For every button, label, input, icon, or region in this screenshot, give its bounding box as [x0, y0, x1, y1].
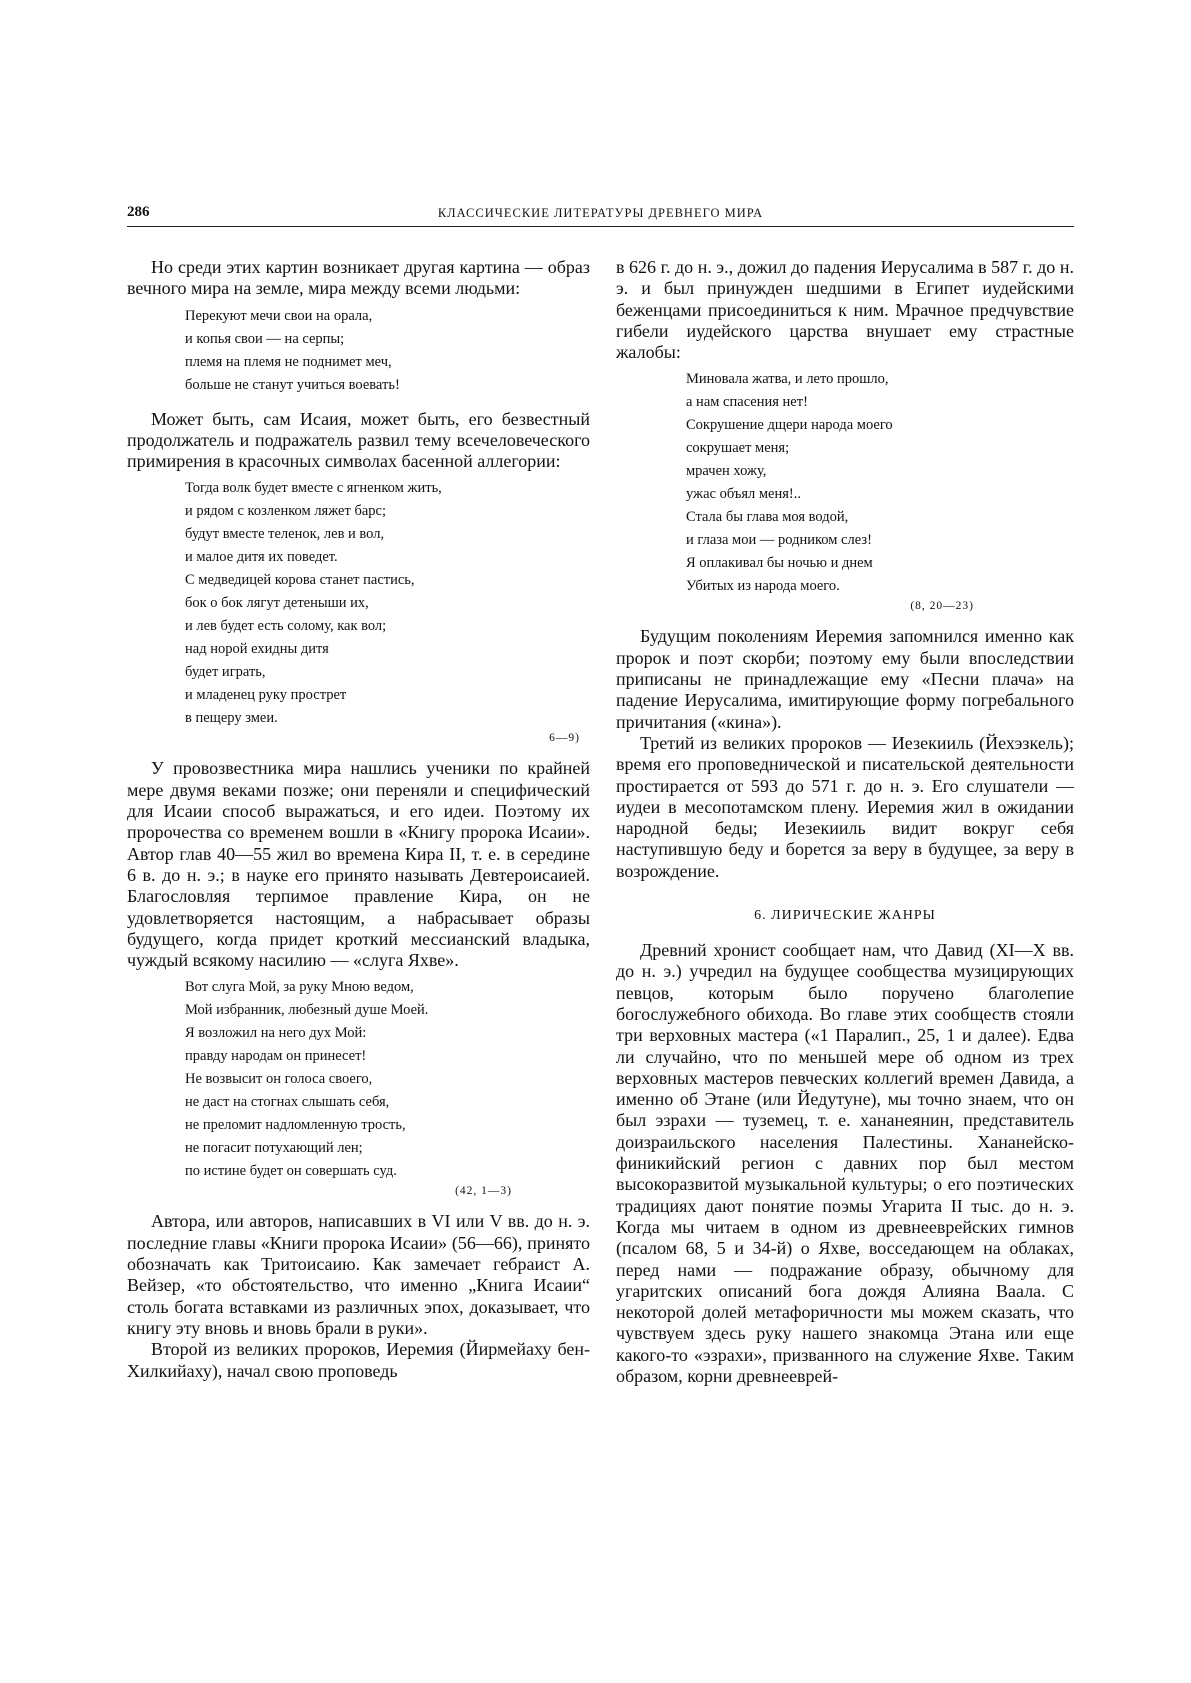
right-column — [616, 257, 1074, 1387]
verse-line: племя на племя не поднимет меч, — [185, 353, 392, 370]
section-heading: 6. ЛИРИЧЕСКИЕ ЖАНРЫ — [754, 908, 936, 924]
verse-line: Я оплакивал бы ночью и днем — [686, 555, 873, 572]
paragraph: Но среди этих картин возникает другая картина — образ вечного мира на земле, мира между всеми людьми: — [127, 257, 590, 299]
verse-block — [185, 976, 590, 1199]
paragraph: Может быть, сам Исаия, может быть, его безвестный продолжатель и подражатель развил тему всечеловеческого примирения в красочных символах басенной аллегории: — [127, 408, 590, 472]
verse-line: не погасит потухающий лен; — [185, 1140, 363, 1157]
verse-line: ужас объял меня!.. — [686, 486, 801, 503]
verse-line: правду народам он принесет! — [185, 1048, 367, 1065]
verse-line: сокрушает меня; — [686, 440, 790, 457]
paragraph: Автора, или авторов, написавших в VI или V вв. до н. э. последние главы «Книги пророка Исаии» (56—66), принято обозначать как Тритоисаию. Как замечает гебраист А. Вейзер, «то обстоятельство, что именно „Книга Исаии“ столь богата вставками из различных эпох, доказывает, что книгу эту вновь и вновь брали в руки». — [127, 1211, 590, 1338]
paragraph: У провозвестника мира нашлись ученики по крайней мере двумя веками позже; они переняли и специфический для Исаии способ выражаться, и его идеи. Поэтому их пророчества со временем вошли в «Книгу пророка Исаии». Автор глав 40—55 жил во времена Кира II, т. е. в середине 6 в. до н. э.; в науке его принято называть Девтероисаией. Благословляя терпимое правление Кира, он не удовлетворяется настоящим, а набрасывает образы будущего, когда придет кроткий мессианский владыка, чуждый всякому насилию — «слуга Яхве». — [127, 758, 590, 971]
verse-line: будет играть, — [185, 664, 266, 681]
paragraph: в 626 г. до н. э., дожил до падения Иерусалима в 587 г. до н. э. и был принужден шедшими в Египет иудейскими беженцами присоединиться к ним. Мрачное предчувствие гибели иудейского царства внушает ему страстные жалобы: — [616, 257, 1074, 363]
verse-line: не даст на стогнах слышать себя, — [185, 1094, 390, 1111]
paragraph: Второй из великих пророков, Иеремия (Йирмейаху бен-Хилкийаху), начал свою проповедь — [127, 1339, 590, 1381]
paragraph: Древний хронист сообщает нам, что Давид (XI—X вв. до н. э.) учредил на будущее сообщества музицирующих певцов, которым было поручено благолепие богослужебного обихода. Во главе этих сообществ стояли три верховных мастера («1 Паралип., 25, 1 и далее). Едва ли случайно, что по меньшей мере об одном из трех верховных мастеров певческих коллегий времен Давида, а именно об Этане (или Йедутуне), мы точно знаем, что он был эзрахи — туземец, т. е. хананеянин, представитель доизраильского населения Палестины. Хананейско-финикийский регион с давних пор был местом высокоразвитой музыкальной культуры; о его поэтических традициях дают понятие поэмы Угарита II тыс. до н. э. Когда мы читаем в одном из древнееврейских гимнов (псалом 68, 5 и 34-й) о Яхве, восседающем на облаках, перед нами — подражание образу, обычному для угаритских описаний бога дождя Алияна Ваала. С некоторой долей метафоричности мы можем сказать, что чувствуем здесь руку нашего знакомца Этана или еще какого-то «эзрахи», призванного на служение Яхве. Таким образом, корни древнееврей- — [616, 940, 1074, 1386]
verse-line: С медведицей корова станет пастись, — [185, 572, 415, 589]
verse-line: Перекуют мечи свои на орала, — [185, 307, 373, 324]
running-title: КЛАССИЧЕСКИЕ ЛИТЕРАТУРЫ ДРЕВНЕГО МИРА — [437, 206, 764, 220]
verse-line: по истине будет он совершать суд. — [185, 1163, 397, 1180]
verse-line: в пещеру змеи. — [185, 710, 278, 727]
verse-line: и младенец руку прострет — [185, 687, 347, 704]
verse-line: Не возвысит он голоса своего, — [185, 1071, 373, 1088]
verse-line: и рядом с козленком ляжет барс; — [185, 503, 386, 520]
verse-line: Убитых из народа моего. — [686, 578, 840, 595]
verse-reference: (8, 20—23) — [910, 600, 974, 613]
verse-line: Стала бы глава моя водой, — [686, 509, 849, 526]
verse-line: Миновала жатва, и лето прошло, — [686, 371, 889, 388]
verse-line: Вот слуга Мой, за руку Мною ведом, — [185, 979, 414, 996]
verse-line: Я возложил на него дух Мой: — [185, 1025, 367, 1042]
verse-line: над норой ехидны дитя — [185, 641, 329, 658]
verse-line: и малое дитя их поведет. — [185, 549, 338, 566]
verse-line: больше не станут учиться воевать! — [185, 376, 400, 393]
verse-block — [686, 368, 1074, 614]
verse-line: не преломит надломленную трость, — [185, 1117, 406, 1134]
paragraph: Будущим поколениям Иеремия запомнился именно как пророк и поэт скорби; поэтому ему были впоследствии приписаны не принадлежащие ему «Песни плача» на падение Иерусалима, имитирующие форму погребального причитания («кина»). — [616, 626, 1074, 732]
verse-line: мрачен хожу, — [686, 463, 767, 480]
verse-line: Тогда волк будет вместе с ягненком жить, — [185, 480, 442, 497]
verse-line: будут вместе теленок, лев и вол, — [185, 526, 385, 543]
verse-line: и глаза мои — родником слез! — [686, 532, 872, 549]
verse-line: Сокрушение дщери народа моего — [686, 417, 893, 434]
verse-reference: (42, 1—3) — [455, 1185, 512, 1198]
paragraph: Третий из великих пророков — Иезекииль (Йехэзкель); время его проповеднической и писательской деятельности простирается от 593 до 571 г. до н. э. Его слушатели — иудеи в месопотамском плену. Иеремия жил в ожидании народной беды; Иезекииль видит вокруг себя наступившую беду и борется за веру в будущее, за веру в возрождение. — [616, 732, 1074, 881]
verse-line: а нам спасения нет! — [686, 394, 808, 411]
page-header — [127, 204, 1074, 227]
left-column — [127, 257, 590, 1382]
verse-line: и копья свои — на серпы; — [185, 330, 345, 347]
page-number: 286 — [127, 204, 150, 220]
verse-block — [185, 477, 590, 746]
verse-line: Мой избранник, любезный душе Моей. — [185, 1002, 429, 1019]
verse-line: бок о бок лягут детеныши их, — [185, 595, 369, 612]
verse-block — [185, 305, 590, 397]
verse-line: и лев будет есть солому, как вол; — [185, 618, 387, 635]
verse-reference: 6—9) — [549, 732, 580, 745]
